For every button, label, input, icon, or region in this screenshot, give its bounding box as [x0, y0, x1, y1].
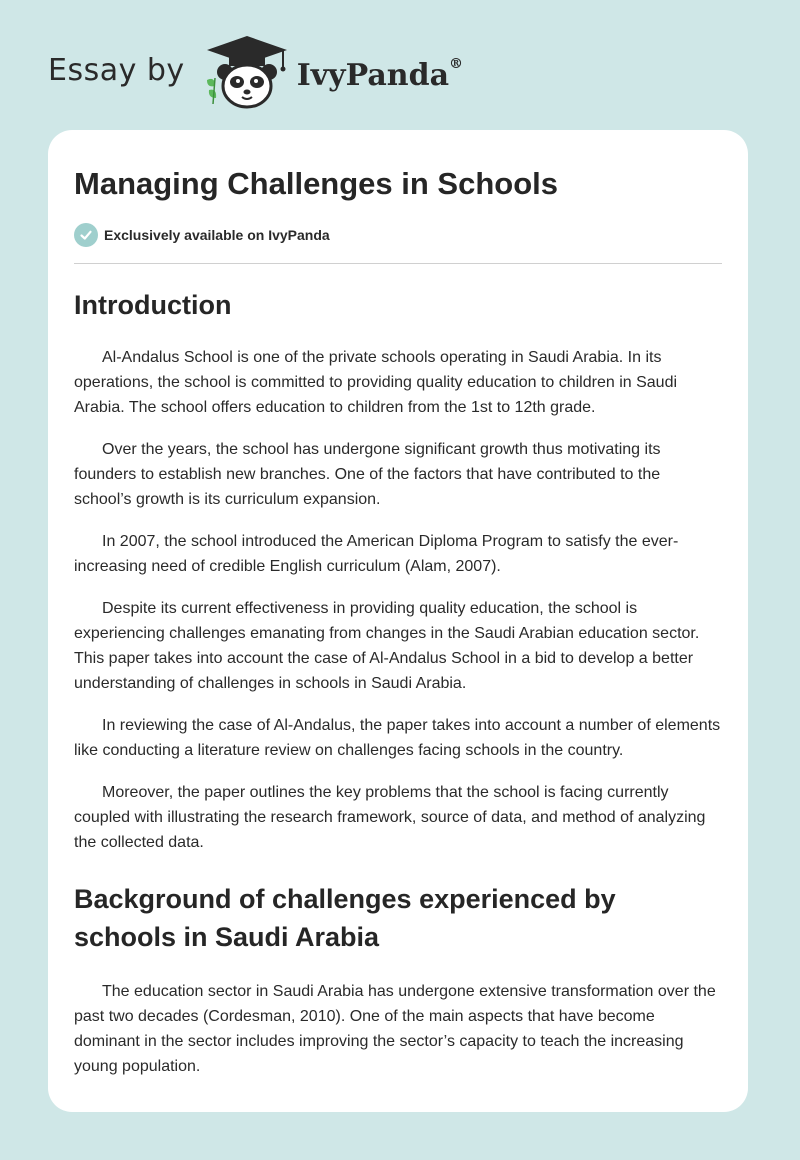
- site-header: [48, 34, 548, 110]
- brand-text: IvyPanda: [296, 57, 450, 93]
- paragraph: Moreover, the paper outlines the key problems that the school is facing currently coupled with illustrating the research framework, source of data, and method of analyzing the collected data.: [74, 784, 706, 851]
- essay-card: [48, 130, 748, 1112]
- section-heading-background: Background of challenges experienced by schools in Saudi Arabia: [74, 884, 616, 952]
- exclusive-badge-label: Exclusively available on IvyPanda: [104, 227, 330, 243]
- registered-mark: ®: [449, 55, 464, 72]
- panda-graduate-logo-icon[interactable]: [201, 34, 293, 110]
- paragraph: Over the years, the school has undergone significant growth thus motivating its founders to establish new branches. One of the factors that have contributed to the school’s growth is its curriculum expansion.: [74, 441, 661, 508]
- essay-title: Managing Challenges in Schools: [74, 166, 559, 201]
- section-heading-introduction: Introduction: [74, 290, 232, 320]
- paragraph: Al-Andalus School is one of the private schools operating in Saudi Arabia. In its operations, the school is committed to providing quality education to children in Saudi Arabia. The school offers education to children from the 1st to 12th grade.: [74, 349, 678, 416]
- paragraph: Despite its current effectiveness in providing quality education, the school is experiencing challenges emanating from changes in the Saudi Arabian education sector. This paper takes into account the case of Al-Andalus School in a bid to develop a better understanding of challenges in schools in Saudi Arabia.: [74, 600, 700, 692]
- essay-by-label: Essay by: [48, 52, 185, 88]
- title-divider: [74, 263, 722, 264]
- paragraph: In 2007, the school introduced the American Diploma Program to satisfy the ever-increasing need of credible English curriculum (Alam, 2007).: [74, 533, 679, 575]
- brand-name[interactable]: [296, 55, 464, 93]
- paragraph: The education sector in Saudi Arabia has undergone extensive transformation over the past two decades (Cordesman, 2010). One of the main aspects that have become dominant in the sector includes improving the sector’s capacity to teach the increasing young population.: [74, 983, 716, 1075]
- check-circle-icon: [74, 223, 98, 247]
- exclusive-badge: [74, 221, 722, 249]
- paragraph: In reviewing the case of Al-Andalus, the paper takes into account a number of elements like conducting a literature review on challenges facing schools in the country.: [74, 717, 721, 759]
